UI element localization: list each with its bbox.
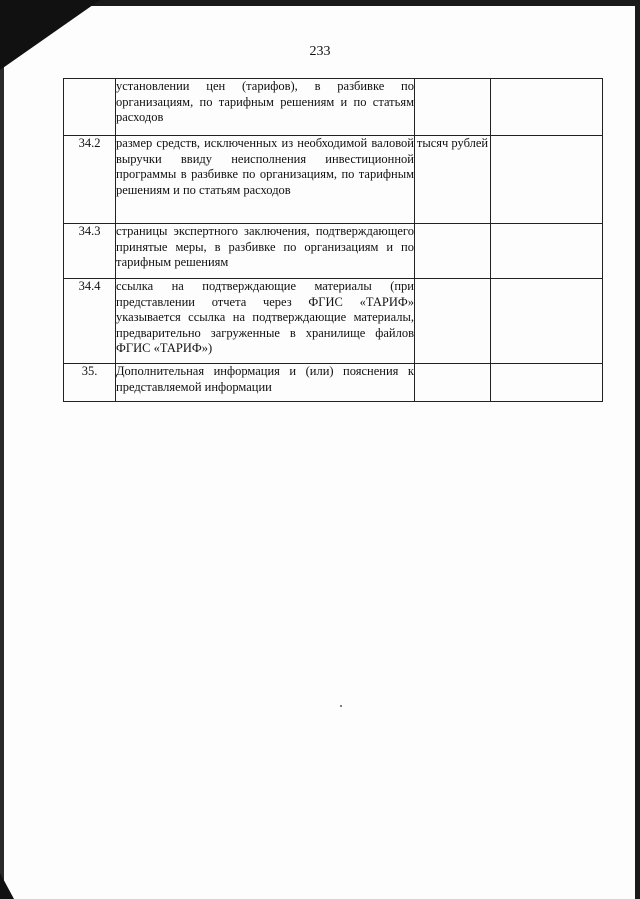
table-row xyxy=(64,136,603,224)
table-row xyxy=(64,364,603,402)
scan-border-left xyxy=(0,0,4,899)
row-number: 34.3 xyxy=(64,224,116,279)
row-description: Дополнительная информация и (или) пояснения к представляемой информации xyxy=(116,364,415,402)
row-unit: тысяч рублей xyxy=(415,136,491,224)
row-number: 34.2 xyxy=(64,136,116,224)
row-number xyxy=(64,79,116,136)
row-description: установлении цен (тарифов), в разбивке по организациям, по тарифным решениям и по статьям расходов xyxy=(116,79,415,136)
row-unit xyxy=(415,79,491,136)
row-value xyxy=(491,224,603,279)
row-unit xyxy=(415,224,491,279)
table-row xyxy=(64,224,603,279)
row-number: 35. xyxy=(64,364,116,402)
row-value xyxy=(491,364,603,402)
row-description: размер средств, исключенных из необходимой валовой выручки ввиду неисполнения инвестиционной программы в разбивке по организациям, по тарифным решениям и по статьям расходов xyxy=(116,136,415,224)
table-row xyxy=(64,79,603,136)
page-number: 233 xyxy=(309,44,331,59)
table-row xyxy=(64,279,603,364)
scan-speck xyxy=(340,705,342,707)
scan-border-right xyxy=(635,0,640,899)
data-table xyxy=(63,78,603,402)
row-description: ссылка на подтверждающие материалы (при представлении отчета через ФГИС «ТАРИФ» указывается ссылка на подтверждающие материалы, предварительно загруженные в хранилище файлов ФГИС «ТАРИФ») xyxy=(116,279,415,364)
row-unit xyxy=(415,279,491,364)
scan-corner-artifact xyxy=(0,873,14,899)
row-value xyxy=(491,136,603,224)
row-value xyxy=(491,79,603,136)
row-number: 34.4 xyxy=(64,279,116,364)
row-value xyxy=(491,279,603,364)
row-description: страницы экспертного заключения, подтверждающего принятые меры, в разбивке по организациям и по тарифным решениям xyxy=(116,224,415,279)
row-unit xyxy=(415,364,491,402)
